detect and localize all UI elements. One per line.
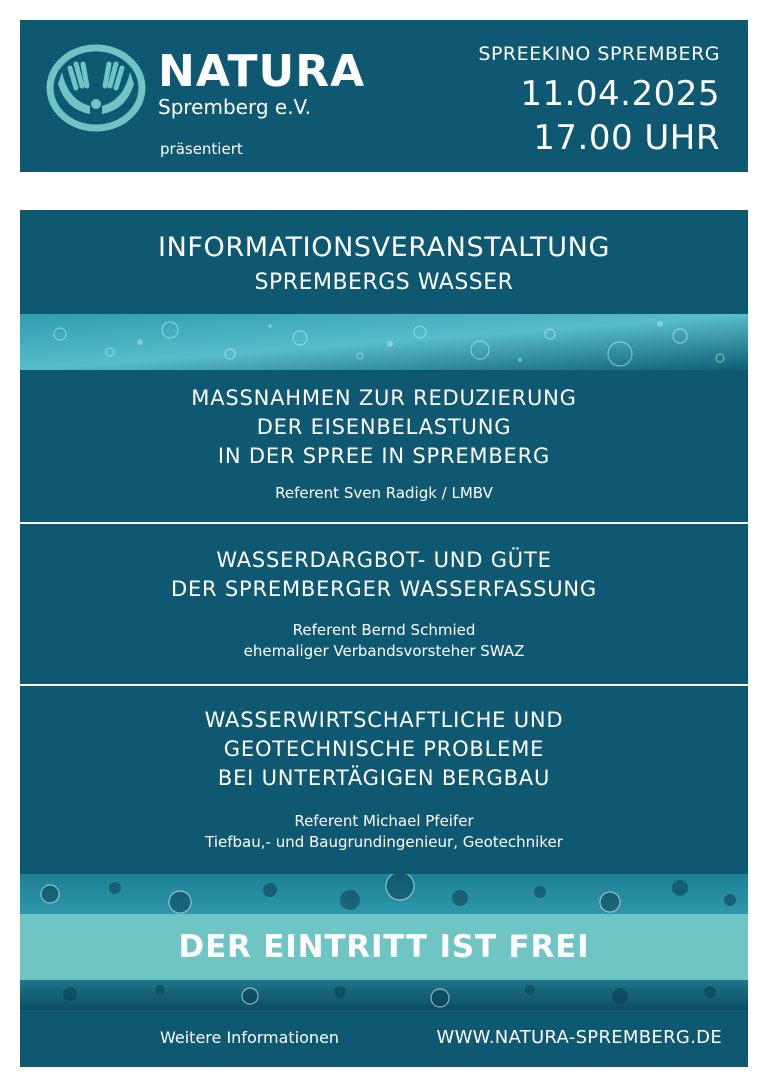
talk-1-title-line: DER EISENBELASTUNG xyxy=(256,415,512,439)
event-time: 17.00 UHR xyxy=(533,118,720,158)
event-title: INFORMATIONSVERANSTALTUNG xyxy=(158,232,610,263)
header-panel xyxy=(20,20,748,172)
talk-3-title-line: WASSERWIRTSCHAFTLICHE UND xyxy=(204,708,564,732)
talk-1-title-line: IN DER SPREE IN SPREMBERG xyxy=(217,444,551,468)
talk-2-speaker-role: ehemaliger Verbandsvorsteher SWAZ xyxy=(243,642,525,660)
talk-3-speaker: Referent Michael Pfeifer xyxy=(294,812,474,830)
footer xyxy=(20,1010,748,1067)
website-link[interactable]: WWW.NATURA-SPREMBERG.DE xyxy=(436,1027,722,1048)
event-title-block xyxy=(20,210,748,314)
talk-1 xyxy=(20,370,748,522)
talk-2-title-line: WASSERDARGBOT- UND GÜTE xyxy=(216,548,552,572)
brand-subtitle: Spremberg e.V. xyxy=(158,95,312,119)
talk-3-title-line: BEI UNTERTÄGIGEN BERGBAU xyxy=(217,766,551,790)
presents-label: präsentiert xyxy=(160,140,243,158)
talk-2-title-line: DER SPREMBERGER WASSERFASSUNG xyxy=(171,577,597,601)
hands-logo-icon xyxy=(46,42,146,134)
footer-label: Weitere Informationen xyxy=(160,1028,340,1047)
talk-2-speaker: Referent Bernd Schmied xyxy=(292,621,476,639)
admission-banner xyxy=(20,914,748,980)
event-subtitle: SPREMBERGS WASSER xyxy=(254,270,514,295)
talk-2 xyxy=(20,524,748,684)
water-bubbles-band-top xyxy=(20,314,748,370)
talk-1-title-line: MASSNAHMEN ZUR REDUZIERUNG xyxy=(191,386,577,410)
brand xyxy=(158,46,366,120)
talk-1-speaker: Referent Sven Radigk / LMBV xyxy=(275,484,493,502)
talk-3 xyxy=(20,686,748,874)
venue-name: SPREEKINO SPREMBERG xyxy=(478,43,720,65)
talk-3-title-line: GEOTECHNISCHE PROBLEME xyxy=(223,737,545,761)
talk-3-speaker-role: Tiefbau,- und Baugrundingenieur, Geotechniker xyxy=(205,833,563,851)
brand-name: NATURA xyxy=(158,46,366,97)
admission-text: DER EINTRITT IST FREI xyxy=(178,929,590,965)
event-date: 11.04.2025 xyxy=(520,74,720,114)
venue-info xyxy=(478,42,720,160)
